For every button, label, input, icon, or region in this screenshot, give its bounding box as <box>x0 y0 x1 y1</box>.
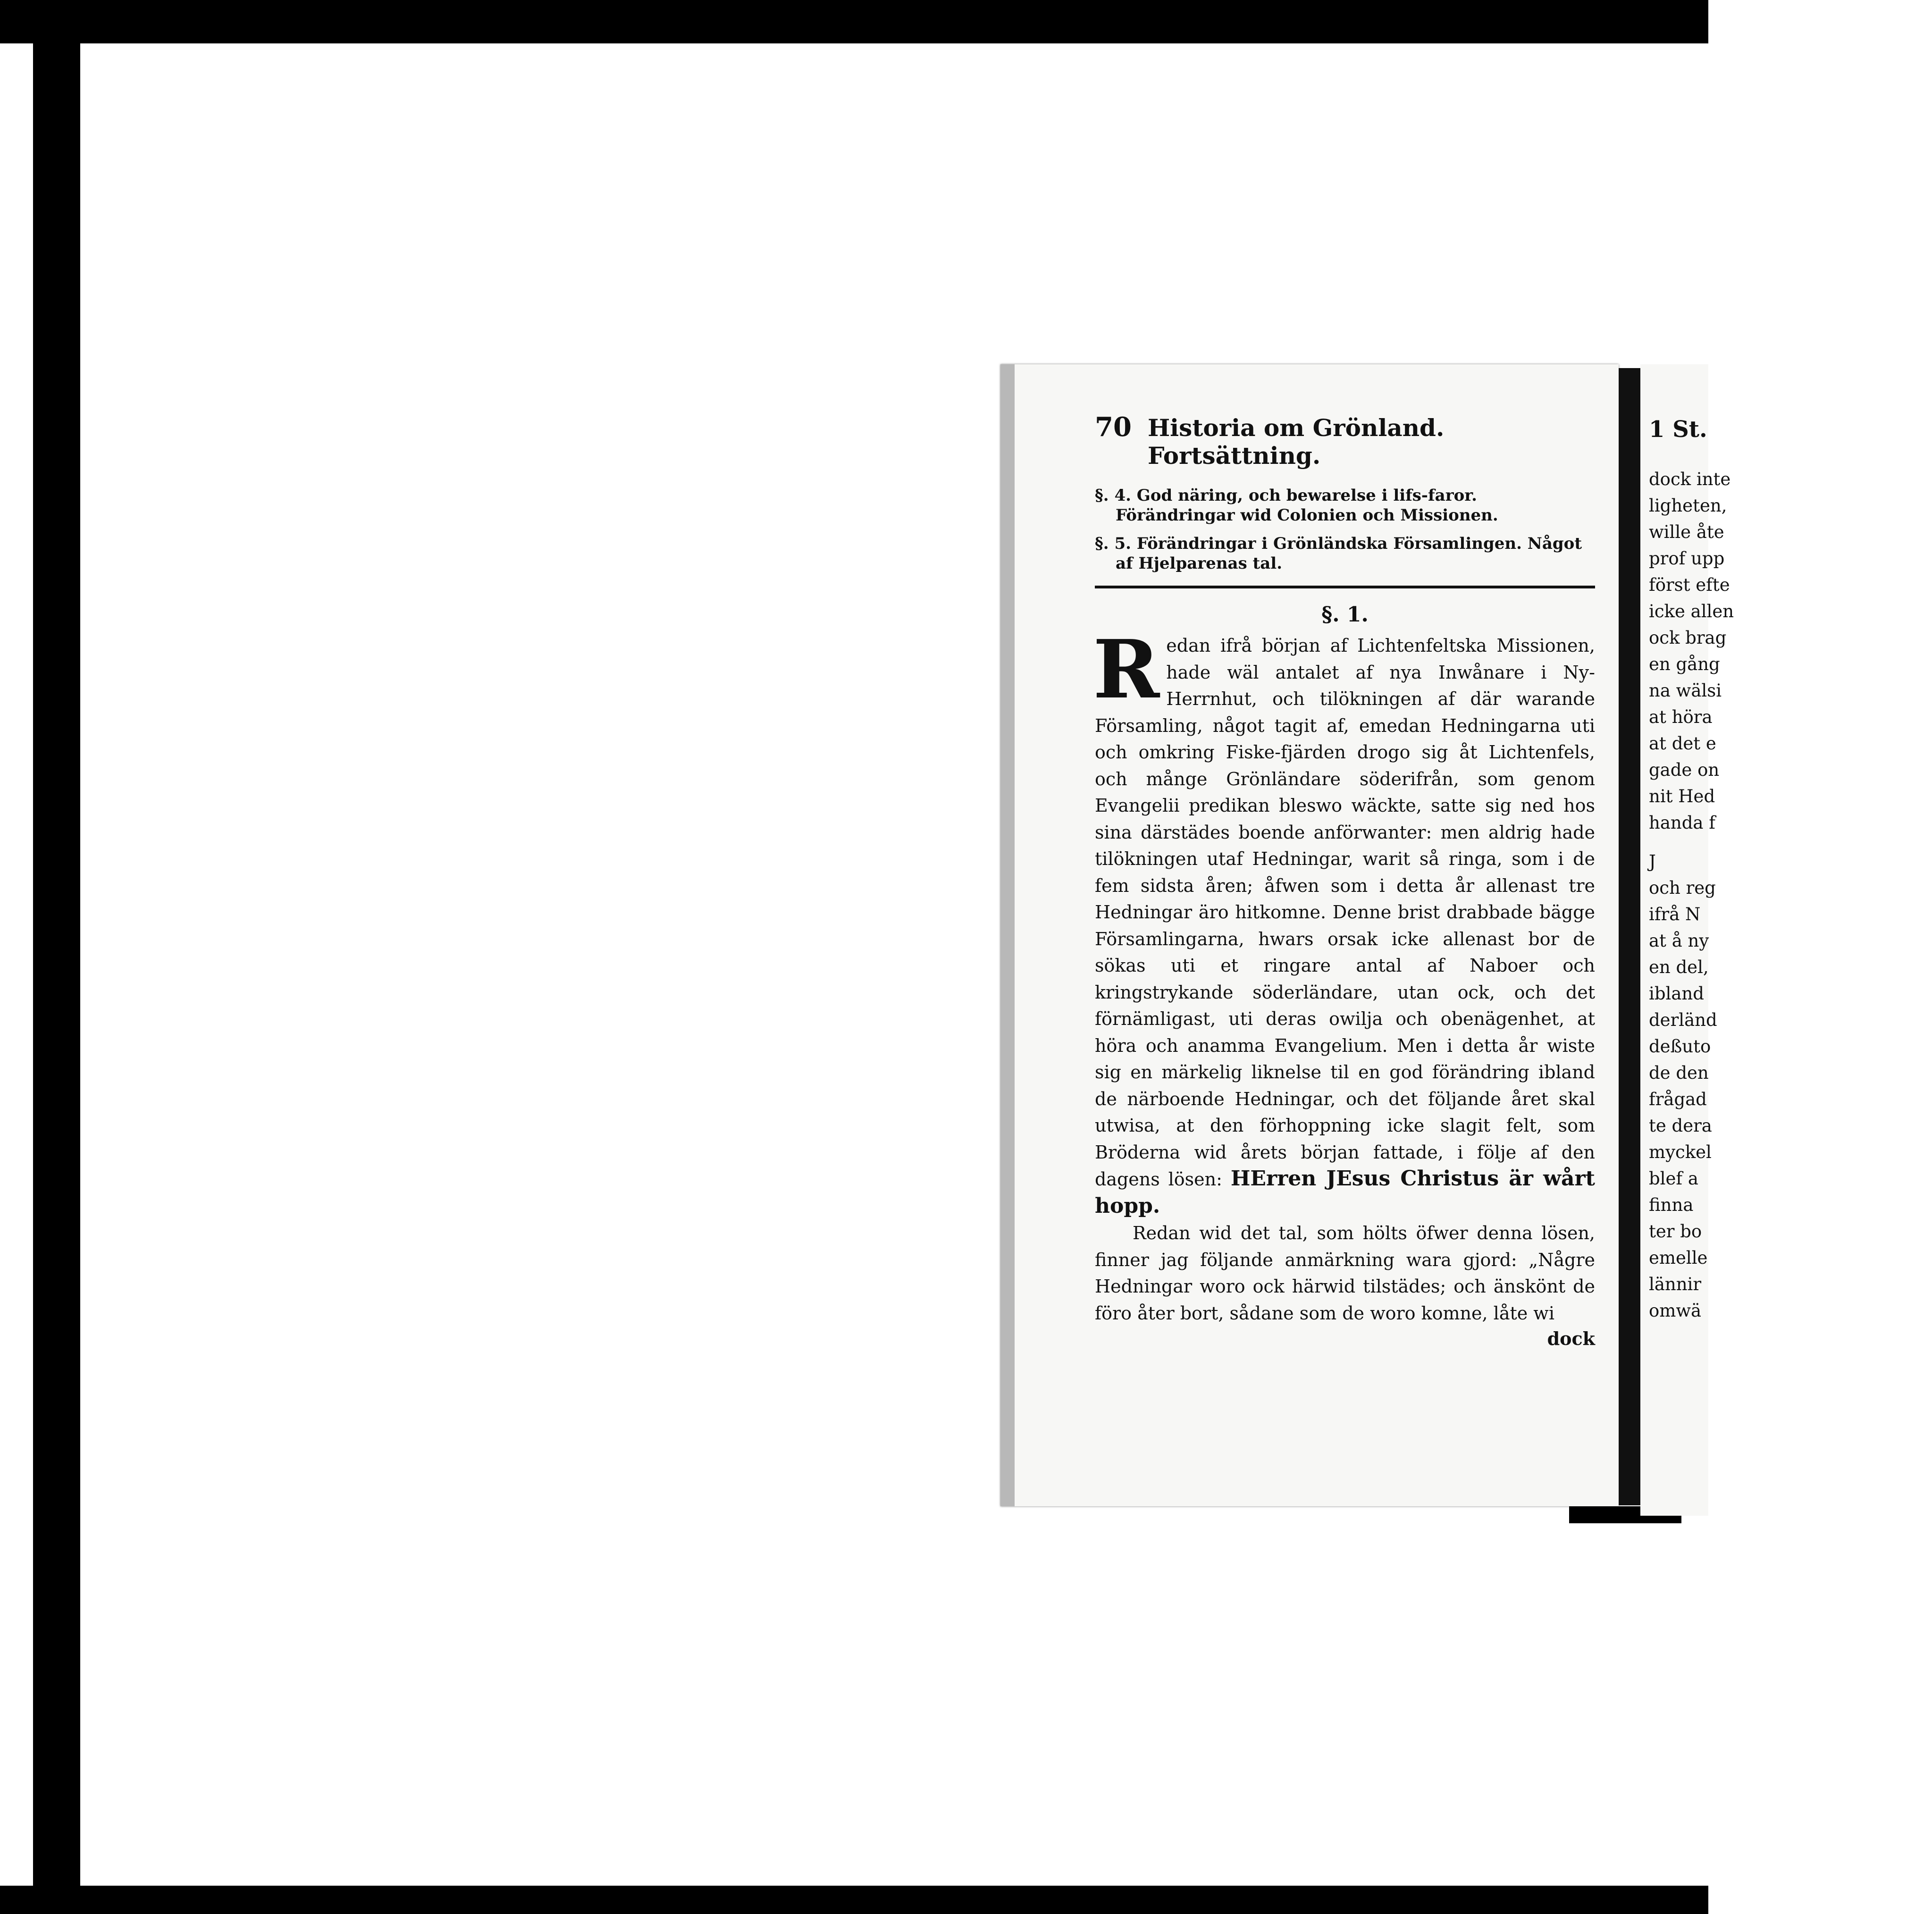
facing-page-lines <box>1649 466 1932 1324</box>
horizontal-rule <box>1095 586 1595 588</box>
paragraph-1-text: edan ifrå början af Lichtenfeltska Missionen, hade wäl antalet af nya Inwånare i Ny-Herrnhut, och tilökningen af där warande Församling, något tagit af, emedan Hedningarna uti och omkring Fiske-fjärden drogo sig åt Lichtenfels, och månge Grönländare söderifrån, som genom Evangelii predikan bleswo wäckte, satte sig ned hos sina därstädes boende anförwanter: men aldrig hade tilökningen utaf Hedningar, warit så ringa, som i de fem sidsta åren; åfwen som i detta år allenast tre Hedningar äro hitkomne. Denne brist drabbade bägge Församlingarna, hwars orsak icke allenast bor de sökas uti et ringare antal af Naboer och kringstrykande söderländare, utan ock, och det förnämligast, uti deras owilja och obenägenhet, at höra och anamma Evangelium. Men i detta år wiste sig en märkelig liknelse til en god förändring ibland de närboende Hedningar, och det följande året skal utwisa, at den förhoppning icke slagit felt, som Bröderna wid årets början fattade, i följe af den dagens lösen: <box>1095 635 1595 1190</box>
facing-page-line: at å ny <box>1649 931 1709 951</box>
facing-page-line: handa f <box>1649 813 1715 833</box>
catchword: dock <box>1547 1328 1595 1349</box>
facing-page-line: nit Hed <box>1649 786 1715 806</box>
facing-page-line: J <box>1649 851 1656 872</box>
facing-page-line: omwä <box>1649 1301 1702 1321</box>
facing-page-line: na wälsi <box>1649 680 1722 701</box>
book-gutter <box>1619 368 1640 1505</box>
facing-page-header: 1 St. <box>1649 416 1707 443</box>
facing-page-line: blef a <box>1649 1168 1698 1189</box>
facing-page-line: myckel <box>1649 1142 1712 1162</box>
facing-page-line: te dera <box>1649 1116 1712 1136</box>
facing-page-line: wille åte <box>1649 522 1724 542</box>
facing-page-line: lännir <box>1649 1274 1702 1294</box>
facing-page-line: dock inte <box>1649 469 1731 489</box>
book-page <box>1000 364 1619 1506</box>
facing-page-line: icke allen <box>1649 601 1734 621</box>
facing-page-line: ter bo <box>1649 1221 1702 1242</box>
facing-page-line: deßuto <box>1649 1036 1711 1057</box>
facing-page-line: gade on <box>1649 760 1720 780</box>
facing-page-line: finna <box>1649 1195 1694 1215</box>
body-text <box>1093 622 1595 1351</box>
facing-page-line: ock brag <box>1649 628 1727 648</box>
left-scan-bar <box>33 43 80 1886</box>
facing-page-line: först efte <box>1649 575 1730 595</box>
facing-page <box>1640 364 1734 1516</box>
left-margin-strip <box>0 43 33 1886</box>
page-number: 70 <box>1095 411 1132 443</box>
facing-page-line: de den <box>1649 1063 1709 1083</box>
facing-page-line: at det e <box>1649 733 1716 754</box>
facing-page-line: ibland <box>1649 983 1704 1004</box>
summary-item: §. 4. God näring, och bewarelse i lifs-faror. Förändringar wid Colonien och Missionen. <box>1095 486 1498 525</box>
lösen-emphasis: HErren JEsus Christus är wårt hopp. <box>1095 1167 1595 1218</box>
paragraph-gap <box>1649 836 1932 848</box>
facing-page-line: at höra <box>1649 707 1713 727</box>
facing-page-line: prof upp <box>1649 548 1725 569</box>
facing-page-line: en gång <box>1649 654 1720 674</box>
facing-page-line: en del, <box>1649 957 1709 977</box>
facing-page-line: ifrå N <box>1649 904 1701 924</box>
chapter-summary <box>1095 486 1595 573</box>
paragraph-1 <box>1093 622 1595 1220</box>
facing-page-line: ligheten, <box>1649 495 1727 516</box>
facing-page-line: derländ <box>1649 1010 1717 1030</box>
facing-page-content <box>1649 416 1932 1324</box>
summary-item: §. 5. Förändringar i Grönländska Församlingen. Något af Hjelparenas tal. <box>1095 534 1582 573</box>
drop-cap: R <box>1093 622 1160 717</box>
facing-page-line: frågad <box>1649 1089 1707 1109</box>
page-header <box>1095 411 1595 470</box>
running-title: Historia om Grönland. Fortsättning. <box>1147 414 1445 470</box>
facing-page-line: och reg <box>1649 878 1716 898</box>
facing-page-line: emelle <box>1649 1248 1708 1268</box>
paragraph-2: Redan wid det tal, som hölts öfwer denna lösen, finner jag följande anmärkning wara gjord: „Någre Hedningar woro ock härwid tilstädes; och änskönt de föro åter bort, sådane som de woro komne, låte wi <box>1095 1223 1595 1324</box>
page-content <box>1095 411 1595 1351</box>
section-heading: §. 1. <box>1321 603 1369 627</box>
